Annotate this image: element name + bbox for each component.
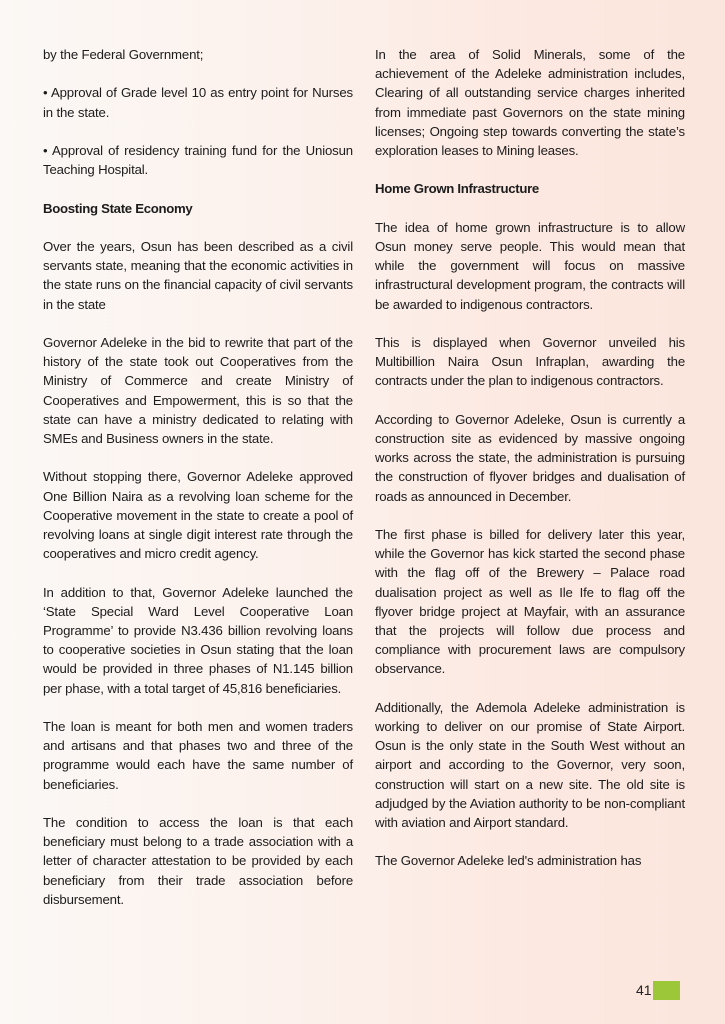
page-number-text: 41 (636, 982, 652, 998)
paragraph: Without stopping there, Governor Adeleke approved One Billion Naira as a revolving loan scheme for the Cooperative movement in the state to create a pool of revolving loans at single digit interest rate through the cooperatives and micro credit agency. (43, 469, 353, 562)
section-heading: Boosting State Economy (43, 200, 193, 216)
paragraph: In addition to that, Governor Adeleke launched the ‘State Special Ward Level Cooperative Loan Programme’ to provide N3.436 billion revolving loans to cooperative societies in Osun stating that the loan would be provided in three phases of N1.145 billion per phase, with a total target of 45,816 beneficiaries. (43, 584, 353, 696)
paragraph: The idea of home grown infrastructure is to allow Osun money serve people. This would mean that while the government will focus on massive infrastructural development program, the contracts will be awarded to indigenous contractors. (375, 219, 685, 312)
paragraph: by the Federal Government; (43, 47, 204, 62)
left-column (43, 45, 353, 928)
paragraph: Over the years, Osun has been described as a civil servants state, meaning that the economic activities in the state runs on the financial capacity of civil servants in the state (43, 238, 353, 312)
paragraph: Governor Adeleke in the bid to rewrite that part of the history of the state took out Cooperatives from the Ministry of Commerce and create Ministry of Cooperatives and Empowerment, this is so that the state can have a ministry dedicated to relating with SMEs and Business owners in the state. (43, 334, 353, 446)
paragraph: The condition to access the loan is that each beneficiary must belong to a trade association with a letter of character attestation to be provided by each beneficiary from their trade association before disbursement. (43, 814, 353, 907)
paragraph: The loan is meant for both men and women traders and artisans and that phases two and three of the programme would each have the same number of beneficiaries. (43, 718, 353, 792)
paragraph: The Governor Adeleke led's administration has (375, 853, 642, 869)
bullet-item: • Approval of residency training fund for the Uniosun Teaching Hospital. (43, 142, 353, 178)
paragraph: The first phase is billed for delivery later this year, while the Governor has kick started the second phase with the flag off of the Brewery – Palace road dualisation project as well as Ile Ife to flag off the flyover bridge project at Mayfair, with an assurance that the projects will follow due process and compliance with procurement laws are compulsory observance. (375, 527, 685, 677)
page-number-accent-tab (653, 981, 680, 1000)
right-column (375, 45, 685, 890)
section-heading: Home Grown Infrastructure (375, 181, 539, 197)
paragraph: According to Governor Adeleke, Osun is currently a construction site as evidenced by massive ongoing works across the state, the administration is pursuing the construction of flyover bridges and dualisation of roads as announced in December. (375, 411, 685, 504)
bullet-item: • Approval of Grade level 10 as entry point for Nurses in the state. (43, 85, 353, 120)
page-number (636, 980, 680, 1000)
paragraph: This is displayed when Governor unveiled his Multibillion Naira Osun Infraplan, awarding the contracts under the plan to indigenous contractors. (375, 335, 685, 389)
paragraph: Additionally, the Ademola Adeleke administration is working to deliver on our promise of State Airport. Osun is the only state in the South West without an airport and according to the Governor, very soon, construction will start on a new site. The old site is adjudged by the Aviation authority to be non-compliant with aviation and Airport standard. (375, 699, 685, 831)
paragraph: In the area of Solid Minerals, some of the achievement of the Adeleke administration includes, Clearing of all outstanding service charges inherited from immediate past Governors on the state mining licenses; Ongoing step towards converting the state’s exploration leases to Mining leases. (375, 47, 685, 159)
